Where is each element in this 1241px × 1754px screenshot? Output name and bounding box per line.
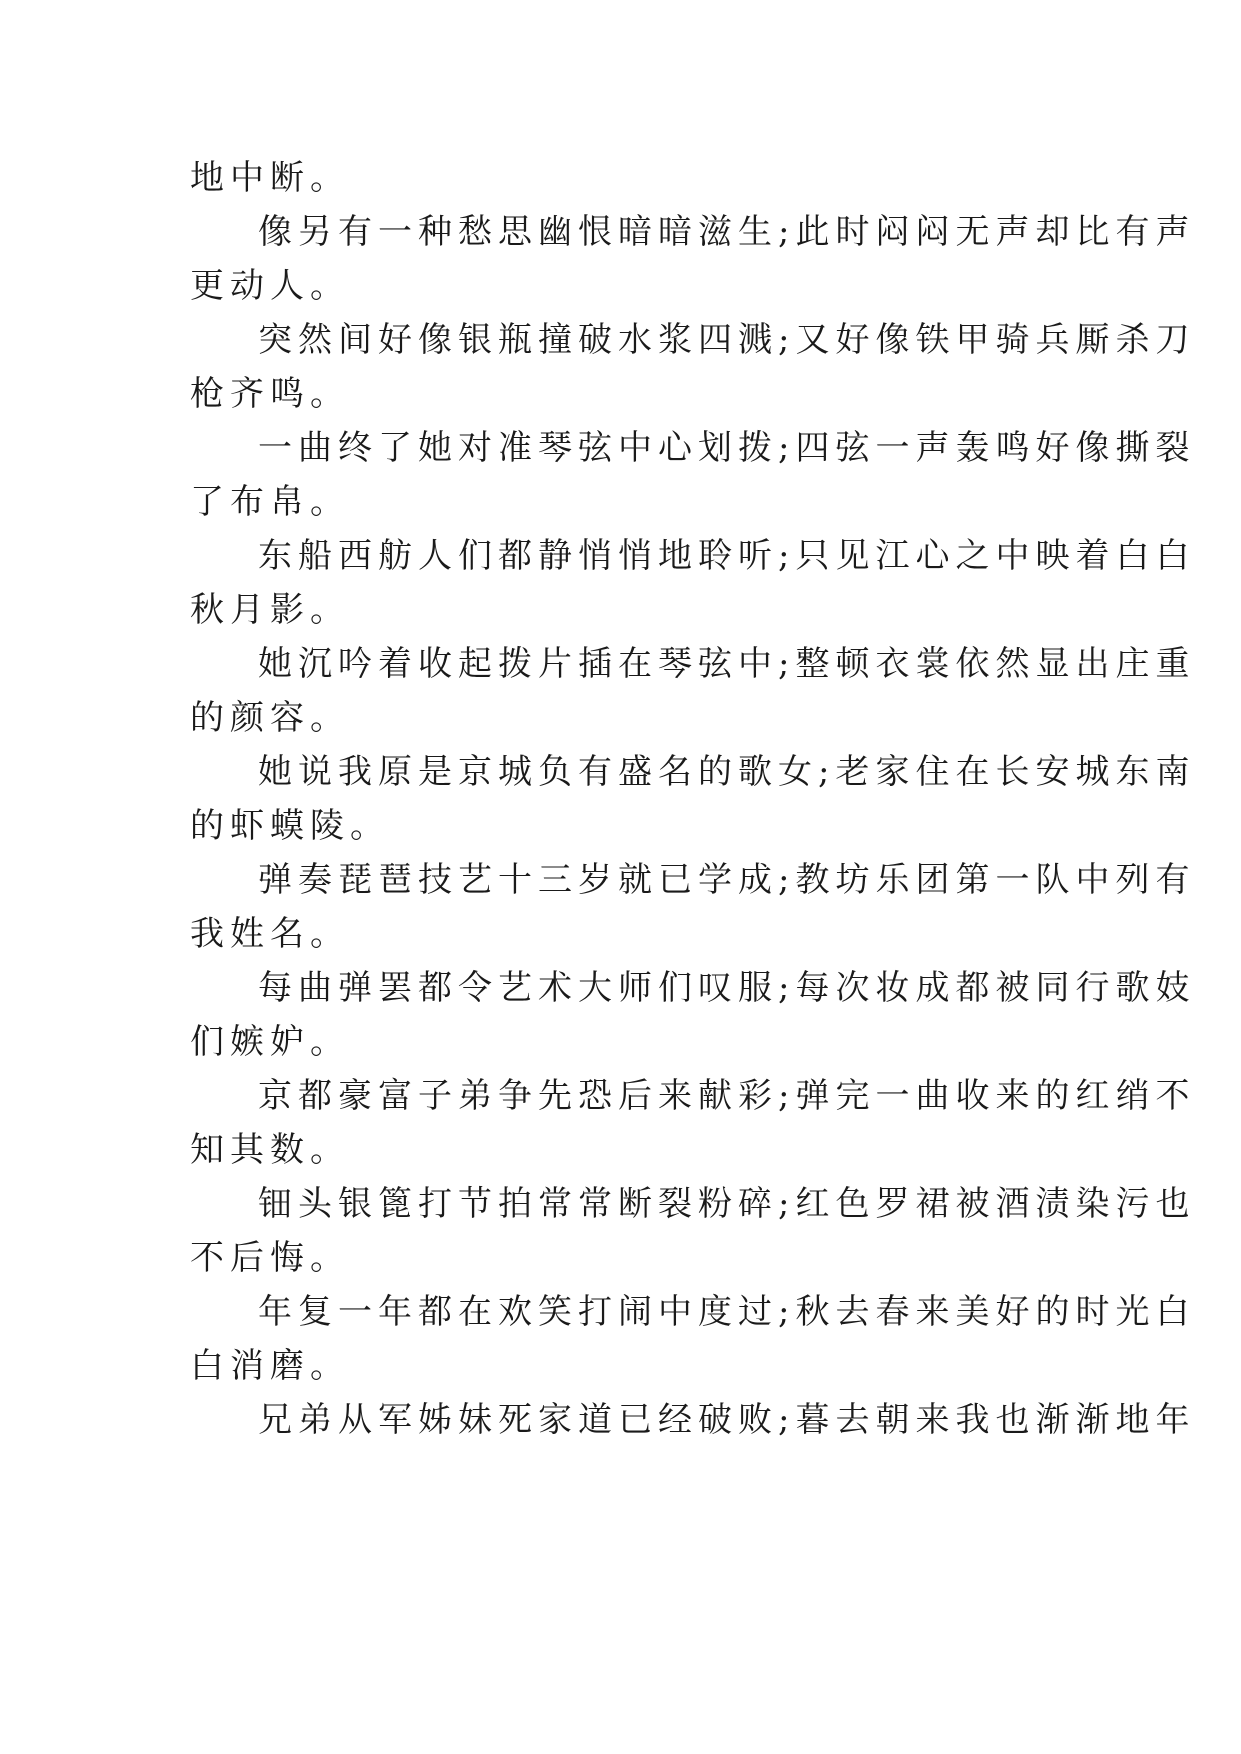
paragraph-line: 京都豪富子弟争先恐后来献彩;弹完一曲收来的红绡不 — [258, 1076, 1196, 1116]
paragraph-line: 她说我原是京城负有盛名的歌女;老家住在长安城东南 — [258, 752, 1196, 792]
text-line: 们嫉妒。 — [190, 1022, 350, 1062]
paragraph-line: 钿头银篦打节拍常常断裂粉碎;红色罗裙被酒渍染污也 — [258, 1184, 1196, 1224]
text-line: 我姓名。 — [190, 914, 350, 954]
text-line: 秋月影。 — [190, 590, 350, 630]
paragraph-line: 像另有一种愁思幽恨暗暗滋生;此时闷闷无声却比有声 — [258, 212, 1196, 252]
paragraph-line: 年复一年都在欢笑打闹中度过;秋去春来美好的时光白 — [258, 1292, 1196, 1332]
text-line: 了布帛。 — [190, 482, 350, 522]
paragraph-line: 一曲终了她对准琴弦中心划拨;四弦一声轰鸣好像撕裂 — [258, 428, 1196, 468]
text-line: 枪齐鸣。 — [190, 374, 350, 414]
text-line: 知其数。 — [190, 1130, 350, 1170]
text-line: 的虾蟆陵。 — [190, 806, 390, 846]
text-line: 地中断。 — [190, 158, 350, 198]
paragraph-line: 她沉吟着收起拨片插在琴弦中;整顿衣裳依然显出庄重 — [258, 644, 1196, 684]
paragraph-line: 兄弟从军姊妹死家道已经破败;暮去朝来我也渐渐地年 — [258, 1400, 1196, 1440]
paragraph-line: 每曲弹罢都令艺术大师们叹服;每次妆成都被同行歌妓 — [258, 968, 1196, 1008]
paragraph-line: 突然间好像银瓶撞破水浆四溅;又好像铁甲骑兵厮杀刀 — [258, 320, 1196, 360]
text-line: 的颜容。 — [190, 698, 350, 738]
text-line: 不后悔。 — [190, 1238, 350, 1278]
text-line: 更动人。 — [190, 266, 350, 306]
text-line: 白消磨。 — [190, 1346, 350, 1386]
paragraph-line: 东船西舫人们都静悄悄地聆听;只见江心之中映着白白 — [258, 536, 1196, 576]
paragraph-line: 弹奏琵琶技艺十三岁就已学成;教坊乐团第一队中列有 — [258, 860, 1196, 900]
